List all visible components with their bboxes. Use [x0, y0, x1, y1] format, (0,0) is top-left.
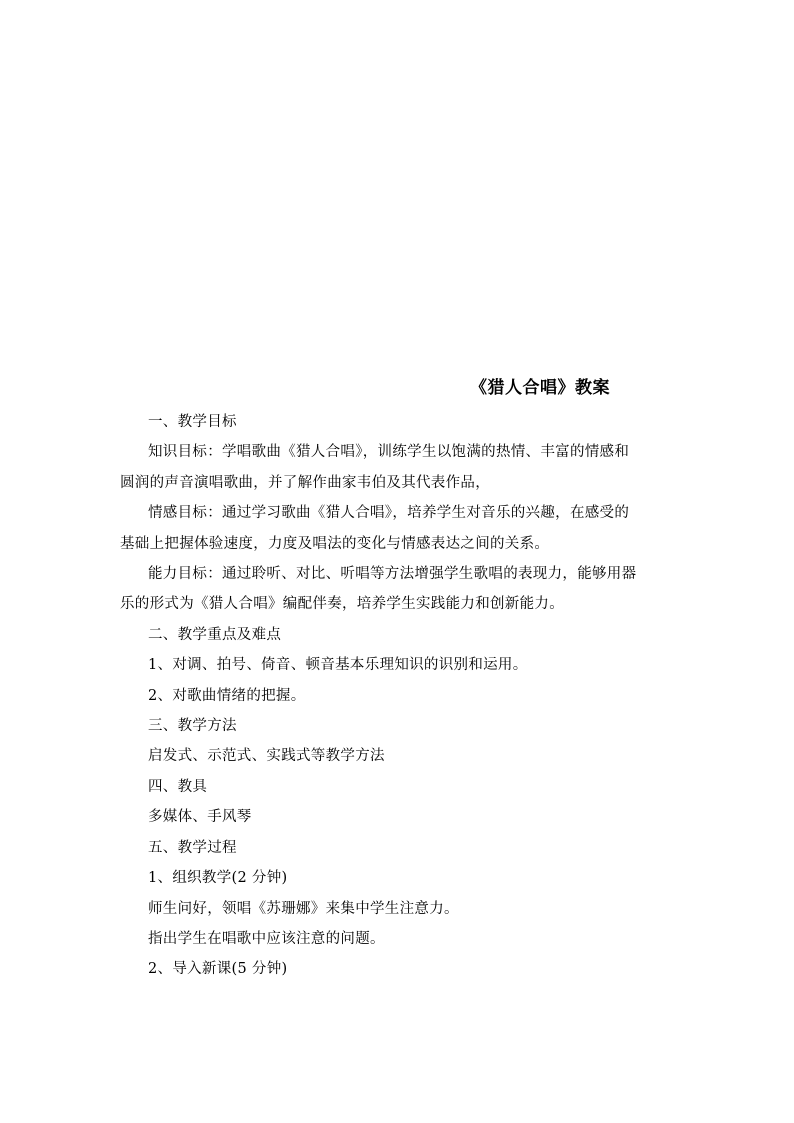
- body-line: 能力目标：通过聆听、对比、听唱等方法增强学生歌唱的表现力，能够用器: [148, 566, 637, 583]
- body-line: 多媒体、手风琴: [148, 809, 252, 826]
- body-line: 启发式、示范式、实践式等教学方法: [148, 748, 385, 765]
- body-line: 五、教学过程: [148, 839, 237, 856]
- body-line: 1、对调、拍号、倚音、顿音基本乐理知识的识别和运用。: [148, 657, 528, 674]
- body-line: 师生问好，领唱《苏珊娜》来集中学生注意力。: [148, 900, 459, 917]
- body-line: 2、对歌曲情绪的把握。: [148, 687, 306, 704]
- body-line: 乐的形式为《猎人合唱》编配伴奏，培养学生实践能力和创新能力。: [120, 596, 564, 613]
- body-line: 圆润的声音演唱歌曲，并了解作曲家韦伯及其代表作品，: [120, 474, 490, 491]
- body-line: 基础上把握体验速度，力度及唱法的变化与情感表达之间的关系。: [120, 535, 550, 552]
- body-line: 情感目标：通过学习歌曲《猎人合唱》，培养学生对音乐的兴趣，在感受的: [148, 505, 630, 522]
- document-title: 《猎人合唱》教案: [470, 378, 610, 398]
- body-line: 2、导入新课(5 分钟): [148, 961, 288, 978]
- body-line: 1、组织教学(2 分钟): [148, 870, 288, 887]
- body-line: 指出学生在唱歌中应该注意的问题。: [148, 930, 385, 947]
- body-line: 一、教学目标: [148, 414, 237, 430]
- body-line: 四、教具: [148, 778, 208, 795]
- body-line: 知识目标：学唱歌曲《猎人合唱》，训练学生以饱满的热情、丰富的情感和: [148, 444, 630, 461]
- document-body: [120, 407, 676, 985]
- body-line: 二、教学重点及难点: [148, 626, 282, 643]
- body-line: 三、教学方法: [148, 718, 237, 735]
